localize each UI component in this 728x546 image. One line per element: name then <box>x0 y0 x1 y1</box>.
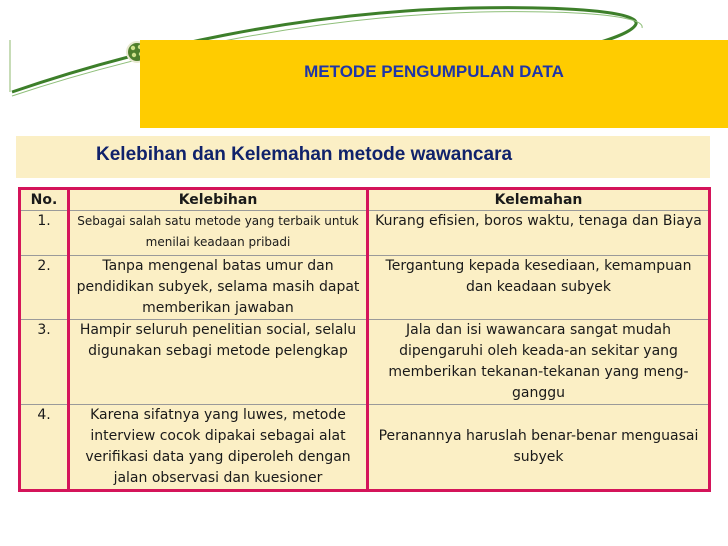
kelebihan-cell: Tanpa mengenal batas umur dan pendidikan subyek, selama masih dapat memberikan jawaban <box>69 256 368 320</box>
row-number: 3. <box>20 320 69 405</box>
slide-title: METODE PENGUMPULAN DATA <box>304 62 564 81</box>
title-band <box>140 40 728 128</box>
kelemahan-cell: Tergantung kepada kesediaan, kemampuan dan keadaan subyek <box>368 256 710 320</box>
header-no: No. <box>20 189 69 211</box>
table-header-row <box>20 189 710 211</box>
kelebihan-cell: Hampir seluruh penelitian social, selalu digunakan sebagi metode pelengkap <box>69 320 368 405</box>
kelemahan-cell: Jala dan isi wawancara sangat mudah dipengaruhi oleh keada-an sekitar yang memberikan tekanan-tekanan yang meng-ganggu <box>368 320 710 405</box>
table-row <box>20 320 710 405</box>
table-row <box>20 211 710 256</box>
kelemahan-cell: Peranannya haruslah benar-benar menguasai subyek <box>368 405 710 491</box>
row-number: 2. <box>20 256 69 320</box>
header-kelemahan: Kelemahan <box>368 189 710 211</box>
row-number: 1. <box>20 211 69 256</box>
kelebihan-cell: Sebagai salah satu metode yang terbaik untuk menilai keadaan pribadi <box>69 211 368 256</box>
table-row <box>20 256 710 320</box>
header-kelebihan: Kelebihan <box>69 189 368 211</box>
kelemahan-cell: Kurang efisien, boros waktu, tenaga dan Biaya <box>368 211 710 256</box>
row-number: 4. <box>20 405 69 491</box>
kelebihan-cell: Karena sifatnya yang luwes, metode interview cocok dipakai sebagai alat verifikasi data yang diperoleh dengan jalan observasi dan kuesioner <box>69 405 368 491</box>
table-row <box>20 405 710 491</box>
comparison-table <box>18 187 711 492</box>
slide-subtitle: Kelebihan dan Kelemahan metode wawancara <box>96 144 513 165</box>
